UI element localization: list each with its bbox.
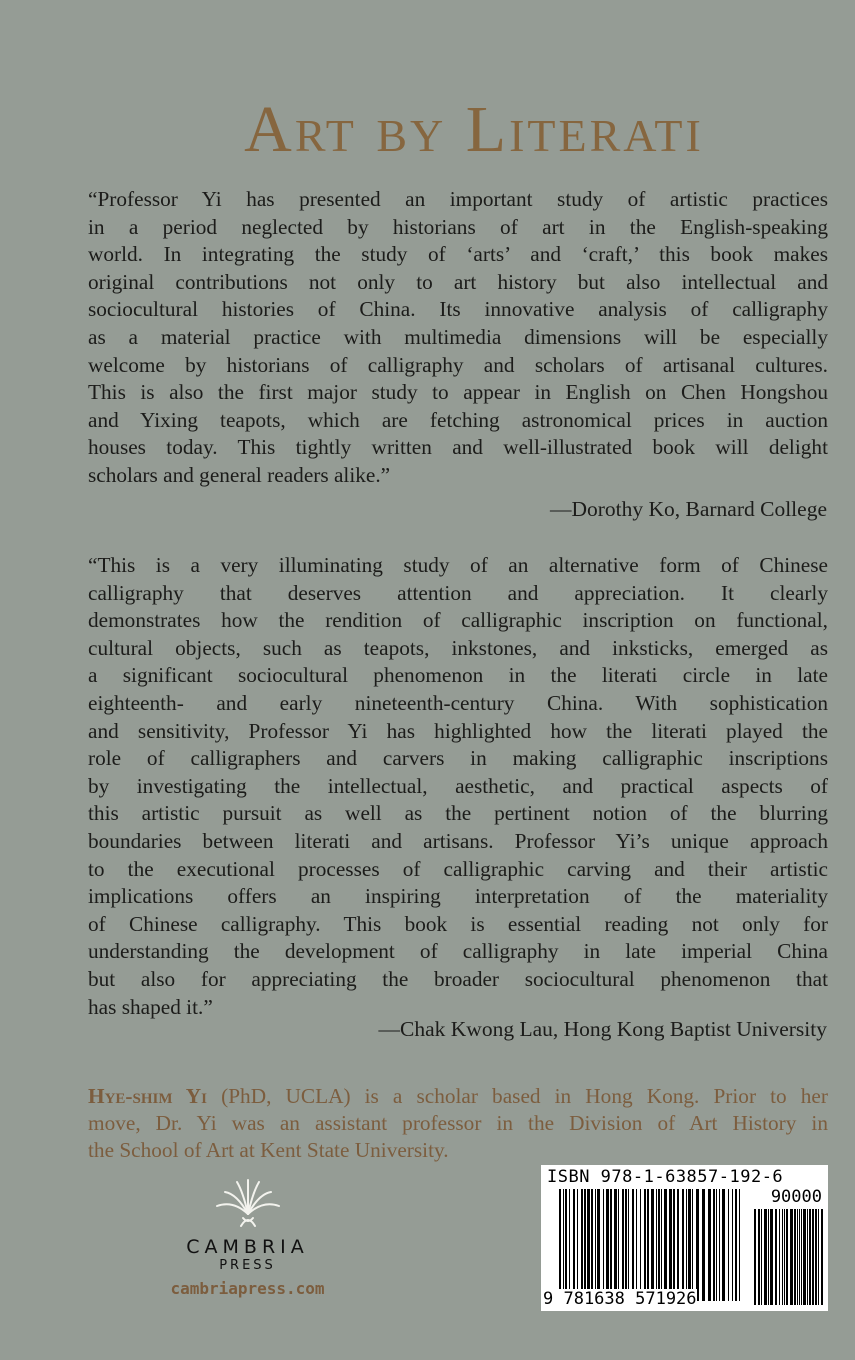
barcode-bar <box>794 1209 796 1305</box>
barcode-bar <box>622 1189 624 1301</box>
barcode-bar <box>702 1189 705 1301</box>
barcode-bar <box>595 1189 596 1301</box>
quote-line: and sensitivity, Professor Yi has highlighted how the literati played the <box>88 718 828 743</box>
barcode-bar <box>682 1189 684 1301</box>
barcode-bar <box>754 1209 756 1305</box>
quote-line: “This is a very illuminating study of an alternative form of Chinese <box>88 553 828 577</box>
barcode-bar <box>797 1209 798 1305</box>
quote-line: and Yixing teapots, which are fetching astronomical prices in auction <box>88 407 828 432</box>
publisher-logo <box>165 1178 330 1298</box>
barcode-bar <box>573 1189 575 1301</box>
barcode-bar <box>688 1189 691 1301</box>
review-attribution-ko: —Dorothy Ko, Barnard College <box>549 497 827 521</box>
ean-text: 9 781638 571926 <box>543 1289 697 1309</box>
isbn-barcode <box>541 1165 828 1311</box>
review-quote-lau <box>88 552 828 1021</box>
barcode-bar <box>584 1189 586 1301</box>
quote-line: by investigating the intellectual, aesthetic, and practical aspects of <box>88 773 828 798</box>
barcode-bar <box>722 1189 725 1301</box>
barcode-bar <box>625 1189 627 1301</box>
barcode-bar <box>779 1209 780 1305</box>
barcode-bar <box>661 1189 662 1301</box>
barcode-bar <box>636 1189 637 1301</box>
quote-line: a significant sociocultural phenomenon in the literati circle in late <box>88 663 828 688</box>
review-attribution-lau: —Chak Kwong Lau, Hong Kong Baptist University <box>378 1017 827 1041</box>
barcode-bar <box>812 1209 814 1305</box>
publisher-sub: PRESS <box>219 1258 276 1273</box>
quote-line: sociocultural histories of China. Its innovative analysis of calligraphy <box>88 297 828 322</box>
bio-text: the School of Art at Kent State University. <box>88 1138 449 1162</box>
quote-line: of Chinese calligraphy. This book is essential reading not only for <box>88 911 828 936</box>
barcode-bar <box>696 1189 699 1301</box>
quote-line: implications offers an inspiring interpretation of the materiality <box>88 884 828 909</box>
quote-line: scholars and general readers alike.” <box>88 462 391 487</box>
barcode-bar <box>790 1209 793 1305</box>
quote-line: demonstrates how the rendition of calligraphic inscription on functional, <box>88 608 828 633</box>
barcode-bar <box>799 1209 800 1305</box>
quote-line: boundaries between literati and artisans. Professor Yi’s unique approach <box>88 828 828 853</box>
barcode-bar <box>565 1189 567 1301</box>
quote-line: eighteenth- and early nineteenth-century China. With sophistication <box>88 690 828 715</box>
quote-line: has shaped it.” <box>88 994 213 1019</box>
barcode-bar <box>728 1189 729 1301</box>
book-title: Art by Literati <box>244 93 704 166</box>
barcode-bar <box>768 1209 769 1305</box>
barcode-bar <box>658 1189 660 1301</box>
barcode-bar <box>618 1189 619 1301</box>
quote-line: world. In integrating the study of ‘arts’ and ‘craft,’ this book makes <box>88 242 828 267</box>
barcode-bar <box>591 1189 593 1301</box>
barcode-bar <box>732 1189 733 1301</box>
bio-text: move, Dr. Yi was an assistant professor in the Division of Art History in <box>88 1111 828 1135</box>
barcode-bar <box>784 1209 785 1305</box>
bio-text: (PhD, UCLA) is a scholar based in Hong Kong. Prior to her <box>207 1084 828 1108</box>
barcode-bar <box>807 1209 808 1305</box>
quote-line: in a period neglected by historians of art in the English-speaking <box>88 214 828 239</box>
barcode-bar <box>719 1189 720 1301</box>
quote-line: understanding the development of calligraphy in late imperial China <box>88 939 828 964</box>
barcode-bar <box>651 1189 654 1301</box>
quote-line: as a material practice with multimedia dimensions will be especially <box>88 324 828 349</box>
barcode-bar <box>803 1209 806 1305</box>
quote-line: “Professor Yi has presented an important study of artistic practices <box>88 187 828 211</box>
barcode-bar <box>716 1189 717 1301</box>
barcode-bar <box>809 1209 811 1305</box>
barcode-bar <box>628 1189 629 1301</box>
barcode-bar <box>708 1189 711 1301</box>
barcode-bar <box>640 1189 641 1301</box>
review-quote-ko <box>88 186 828 490</box>
barcode-bar <box>587 1189 590 1301</box>
barcode-bar <box>815 1209 817 1305</box>
barcode-bar <box>775 1209 777 1305</box>
quote-line: but also for appreciating the broader sociocultural phenomenon that <box>88 966 828 991</box>
barcode-bar <box>801 1209 802 1305</box>
barcode-bar <box>569 1189 570 1301</box>
barcode-bar <box>735 1189 737 1301</box>
barcode-bar <box>664 1189 667 1301</box>
barcode-bar <box>673 1189 675 1301</box>
quote-line: role of calligraphers and carvers in making calligraphic inscriptions <box>88 746 828 771</box>
barcode-bar <box>603 1189 604 1301</box>
quote-line: welcome by historians of calligraphy and scholars of artisanal cultures. <box>88 352 828 377</box>
barcode-bar <box>713 1189 715 1301</box>
barcode-bar <box>597 1189 600 1301</box>
barcode-bar <box>739 1189 740 1301</box>
isbn-text: ISBN 978-1-63857-192-6 <box>547 1167 784 1187</box>
barcode-bar <box>614 1189 617 1301</box>
barcode-bar <box>563 1189 564 1301</box>
quote-line: houses today. This tightly written and well-illustrated book will delight <box>88 435 828 460</box>
barcode-bar <box>606 1189 609 1301</box>
barcode-bar <box>764 1209 767 1305</box>
barcode-bar <box>581 1189 583 1301</box>
barcode-bar <box>758 1209 760 1305</box>
quote-line: calligraphy that deserves attention and appreciation. It clearly <box>88 580 828 605</box>
barcode-bar <box>610 1189 612 1301</box>
publisher-url: cambriapress.com <box>170 1279 325 1298</box>
barcode-bar <box>782 1209 783 1305</box>
barcode-bar <box>761 1209 762 1305</box>
quote-line: cultural objects, such as teapots, inkstones, and inksticks, emerged as <box>88 635 828 660</box>
price-addon-text: 90000 <box>770 1187 822 1207</box>
barcode-bar <box>686 1189 687 1301</box>
publisher-name: CAMBRIA <box>186 1236 309 1258</box>
barcode-bar <box>818 1209 819 1305</box>
barcode-bar <box>692 1189 693 1301</box>
barcode-bar <box>821 1209 823 1305</box>
barcode-bar <box>677 1189 679 1301</box>
barcode-bar <box>644 1189 646 1301</box>
barcode-bar <box>770 1209 773 1305</box>
quote-line: original contributions not only to art history but also intellectual and <box>88 269 828 294</box>
barcode-bar <box>786 1209 788 1305</box>
fan-leaf-icon <box>213 1178 283 1228</box>
quote-line: This is also the first major study to appear in English on Chen Hongshou <box>88 380 828 405</box>
quote-line: to the executional processes of calligraphic carving and their artistic <box>88 856 828 881</box>
barcode-bar <box>656 1189 657 1301</box>
barcode-bar <box>632 1189 634 1301</box>
barcode-bar <box>577 1189 578 1301</box>
quote-line: this artistic pursuit as well as the pertinent notion of the blurring <box>88 801 828 826</box>
author-name: Hye-shim Yi <box>88 1084 208 1108</box>
author-bio <box>88 1083 828 1164</box>
barcode-bar <box>669 1189 672 1301</box>
barcode-bar <box>647 1189 649 1301</box>
barcode-bar <box>559 1189 561 1301</box>
